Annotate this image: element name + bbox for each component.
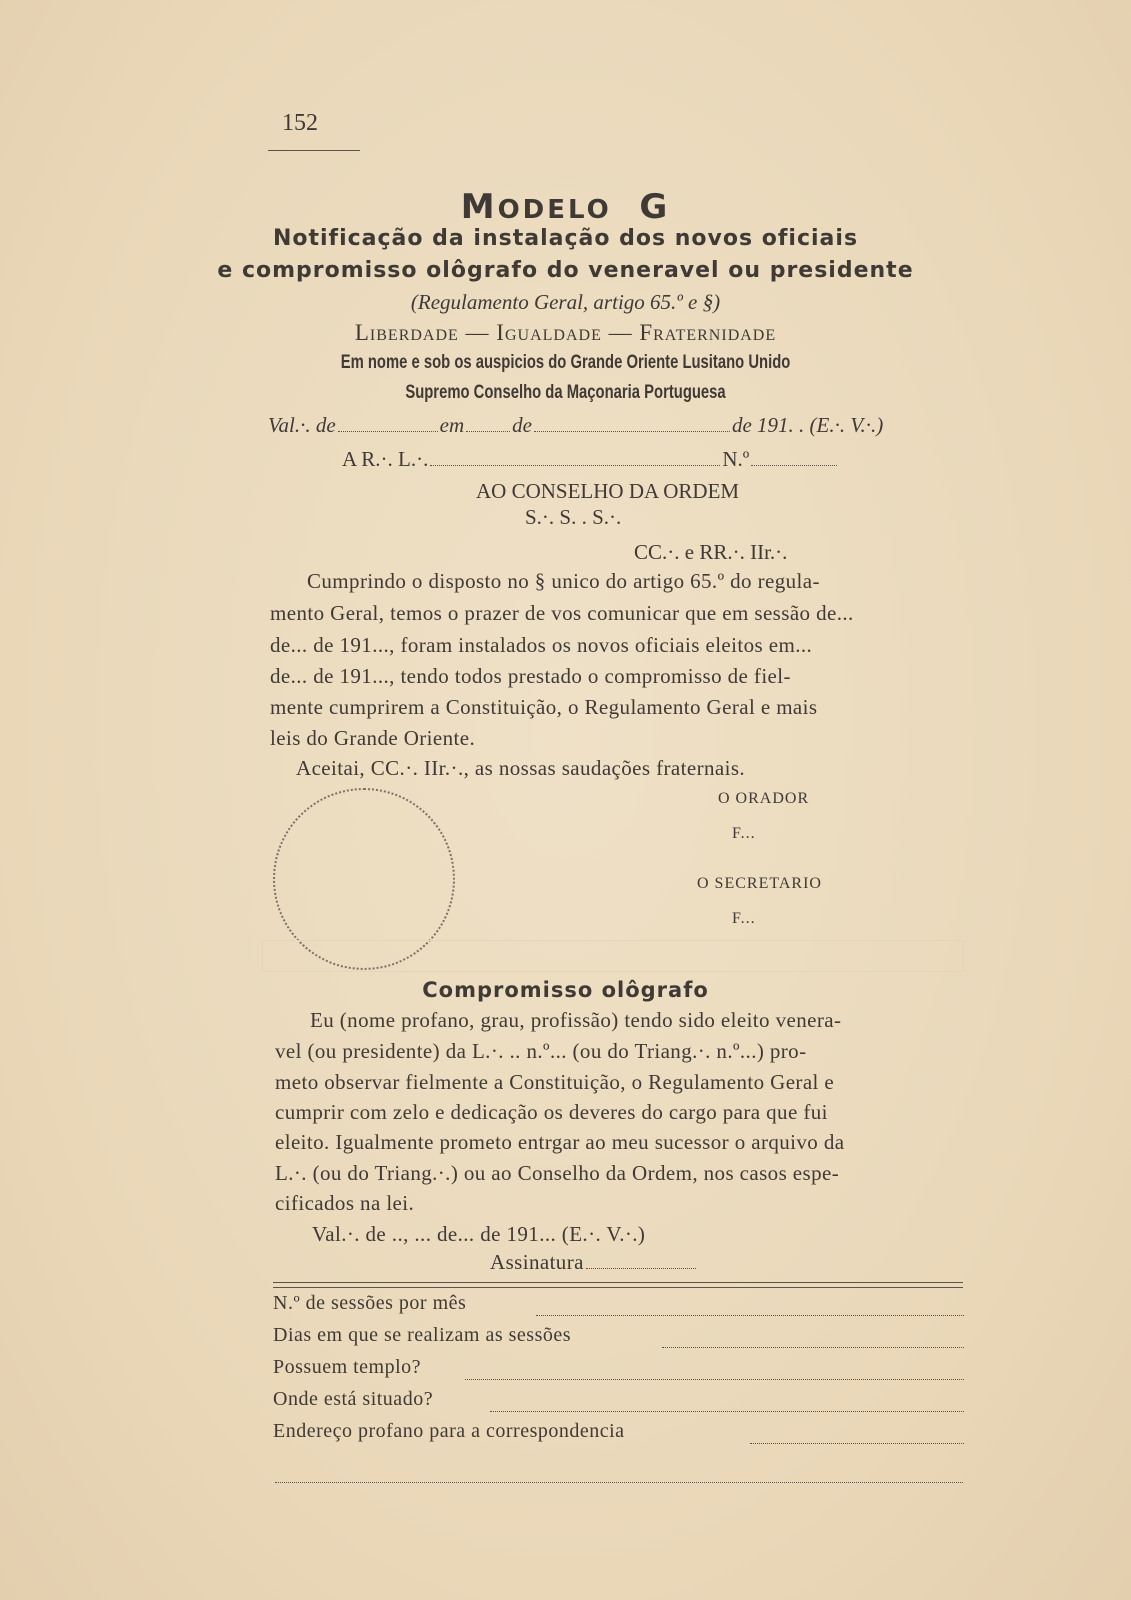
title-initial: M — [460, 187, 498, 227]
form-blank-address — [750, 1443, 964, 1444]
compromisso-line: L.·. (ou do Triang.·.) ou ao Conselho da Ordem, nos casos espe- — [275, 1161, 840, 1185]
salutation: CC.·. e RR.·. IIr.·. — [634, 540, 788, 564]
date-line — [268, 413, 883, 438]
form-blank-days — [662, 1347, 964, 1348]
compromisso-date: Val.·. de .., ... de... de 191... (E.·. V.·.) — [312, 1222, 646, 1246]
date-de-label: de — [512, 413, 532, 437]
date-blank-2 — [466, 430, 510, 432]
compromisso-line: cumprir com zelo e dedicação os deveres do cargo para que fui — [275, 1100, 828, 1124]
header-line-1: Em nome e sob os auspicios do Grande Oriente Lusitano Unido — [340, 352, 791, 373]
faint-show-through-box — [262, 940, 964, 972]
form-row-temple: Possuem templo? — [273, 1356, 422, 1378]
orador-label: O ORADOR — [718, 790, 810, 807]
date-blank-3 — [534, 430, 730, 432]
form-blank-temple — [465, 1379, 964, 1380]
compromisso-line: eleito. Igualmente prometo entrgar ao meu sucessor o arquivo da — [275, 1130, 845, 1154]
secretario-signature: F... — [732, 910, 756, 927]
date-em-label: em — [439, 413, 465, 437]
secretario-label: O SECRETARIO — [697, 875, 822, 892]
date-year-label: de 191. . (E.·. V.·.) — [731, 413, 884, 437]
title-rest: ODELO — [497, 195, 612, 225]
form-row-location: Onde está situado? — [273, 1388, 434, 1410]
lodge-label: A R.·. L.·. — [342, 447, 429, 471]
form-row-sessions: N.º de sessões por mês — [273, 1292, 467, 1314]
header-line-2: Supremo Conselho da Maçonaria Portuguesa — [405, 382, 726, 403]
paragraph-line: mento Geral, temos o prazer de vos comunicar que em sessão de... — [270, 601, 854, 625]
lodge-number-label: N.º — [722, 447, 750, 471]
addressee-line-1: AO CONSELHO DA ORDEM — [476, 479, 740, 503]
motto: Liberdade — Igualdade — Fraternidade — [354, 320, 777, 345]
paragraph-line: de... de 191..., tendo todos prestado o compromisso de fiel- — [270, 664, 791, 688]
paragraph-line: leis do Grande Oriente. — [270, 726, 476, 750]
form-end-dotted-line — [275, 1482, 963, 1483]
assinatura-blank — [586, 1267, 696, 1269]
compromisso-line: Eu (nome profano, grau, profissão) tendo sido eleito venera- — [310, 1008, 842, 1032]
assinatura-label: Assinatura — [490, 1250, 584, 1274]
page-number-rule — [268, 150, 360, 151]
lodge-blank — [430, 464, 720, 466]
paragraph-line: mente cumprirem a Constituição, o Regulamento Geral e mais — [270, 695, 818, 719]
form-row-address: Endereço profano para a correspondencia — [273, 1420, 625, 1442]
compromisso-title: Compromisso olôgrafo — [422, 978, 709, 1002]
lodge-line — [342, 447, 839, 472]
form-rule-bottom — [273, 1287, 963, 1288]
paragraph-line: de... de 191..., foram instalados os novos oficiais eleitos em... — [270, 633, 813, 657]
date-blank-1 — [338, 430, 438, 432]
compromisso-line: cificados na lei. — [275, 1191, 415, 1215]
form-rule-top — [273, 1282, 963, 1283]
form-blank-location — [490, 1411, 964, 1412]
paragraph-line: Cumprindo o disposto no § unico do artigo 65.º do regula- — [307, 569, 820, 593]
title-letter: G — [639, 187, 671, 227]
lodge-number-blank — [751, 464, 837, 466]
closing-line: Aceitai, CC.·. IIr.·., as nossas saudações fraternais. — [296, 756, 746, 780]
subtitle-line-1: Notificação da instalação dos novos oficiais — [272, 226, 859, 251]
regulation-reference: (Regulamento Geral, artigo 65.º e §) — [410, 290, 721, 314]
date-val-label: Val.·. de — [268, 413, 336, 437]
orador-signature: F... — [732, 825, 756, 842]
subtitle-line-2: e compromisso olôgrafo do veneravel ou presidente — [217, 258, 914, 283]
form-row-days: Dias em que se realizam as sessões — [273, 1324, 572, 1346]
page-title — [0, 187, 1131, 227]
addressee-line-2: S.·. S. . S.·. — [525, 505, 622, 529]
assinatura-line — [490, 1250, 698, 1275]
page-number: 152 — [282, 110, 318, 136]
compromisso-line: meto observar fielmente a Constituição, o Regulamento Geral e — [275, 1070, 835, 1094]
form-blank-sessions — [536, 1315, 964, 1316]
compromisso-line: vel (ou presidente) da L.·. .. n.º... (ou do Triang.·. n.º...) pro- — [275, 1039, 807, 1063]
